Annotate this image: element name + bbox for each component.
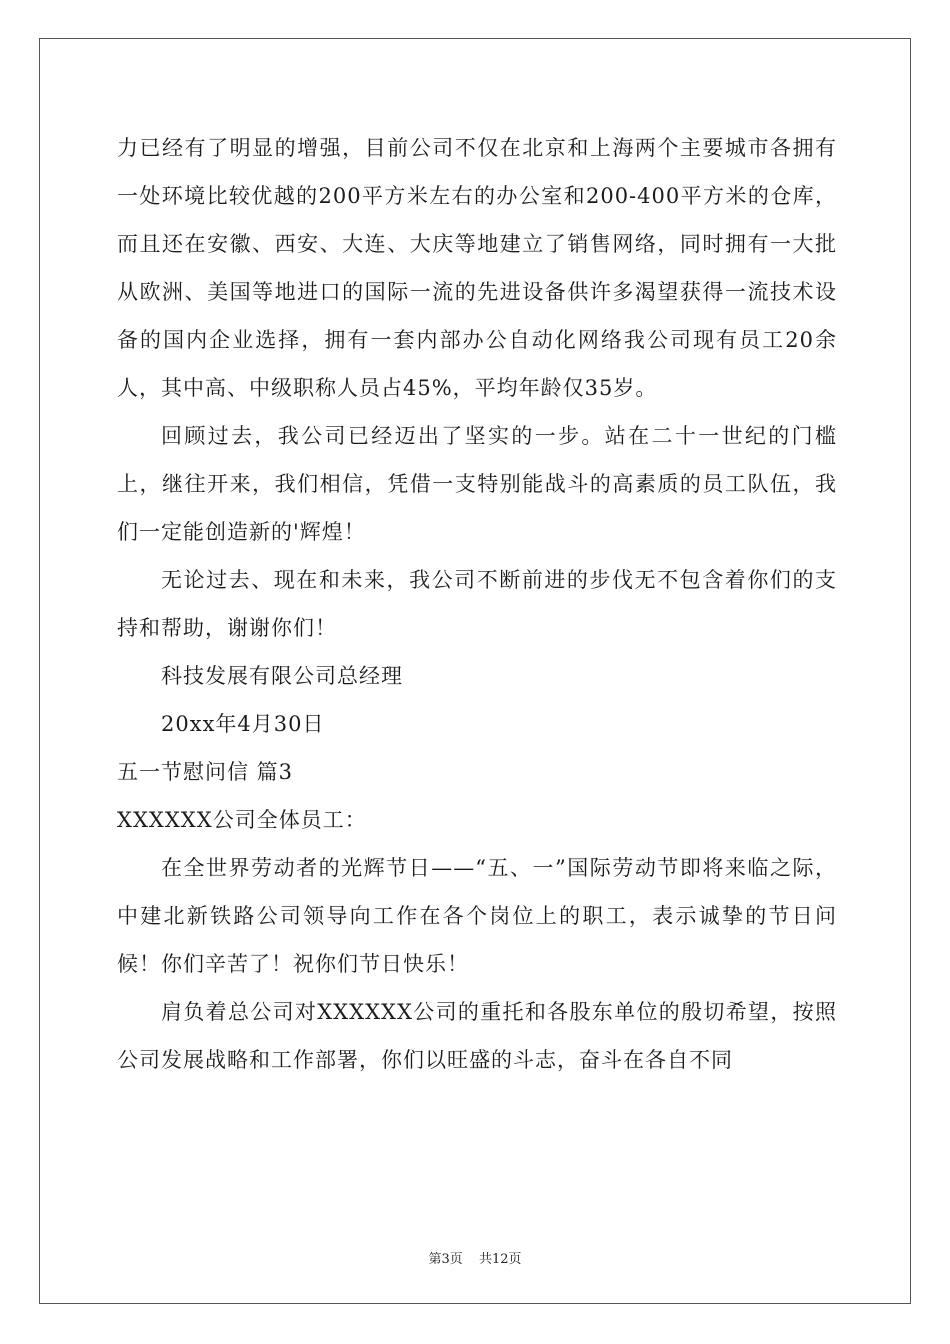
document-body <box>117 124 837 1084</box>
paragraph-3: 无论过去、现在和未来，我公司不断前进的步伐无不包含着你们的支持和帮助，谢谢你们！ <box>117 568 837 640</box>
section-heading: 五一节慰问信 篇3 <box>117 760 294 784</box>
page-number: 第3页 <box>428 1252 463 1267</box>
salutation: XXXXXX公司全体员工： <box>117 808 367 832</box>
signature-date: 20xx年4月30日 <box>161 712 325 736</box>
signature-company: 科技发展有限公司总经理 <box>161 664 403 688</box>
paragraph-4: 在全世界劳动者的光辉节日——“五、一”国际劳动节即将来临之际，中建北新铁路公司领导向工作在各个岗位上的职工，表示诚挚的节日问候！你们辛苦了！祝你们节日快乐！ <box>117 856 837 976</box>
page-footer <box>0 1248 950 1267</box>
paragraph-5: 肩负着总公司对XXXXXX公司的重托和各股东单位的殷切希望，按照公司发展战略和工作部署，你们以旺盛的斗志，奋斗在各自不同 <box>117 1000 837 1072</box>
paragraph-1: 力已经有了明显的增强，目前公司不仅在北京和上海两个主要城市各拥有一处环境比较优越的200平方米左右的办公室和200-400平方米的仓库，而且还在安徽、西安、大连、大庆等地建立了销售网络，同时拥有一大批从欧洲、美国等地进口的国际一流的先进设备供许多渴望获得一流技术设备的国内企业选择，拥有一套内部办公自动化网络我公司现有员工20余人，其中高、中级职称人员占45%，平均年龄仅35岁。 <box>117 136 837 400</box>
paragraph-2: 回顾过去，我公司已经迈出了坚实的一步。站在二十一世纪的门槛上，继往开来，我们相信，凭借一支特别能战斗的高素质的员工队伍，我们一定能创造新的'辉煌！ <box>117 424 837 544</box>
page-total: 共12页 <box>478 1252 522 1267</box>
